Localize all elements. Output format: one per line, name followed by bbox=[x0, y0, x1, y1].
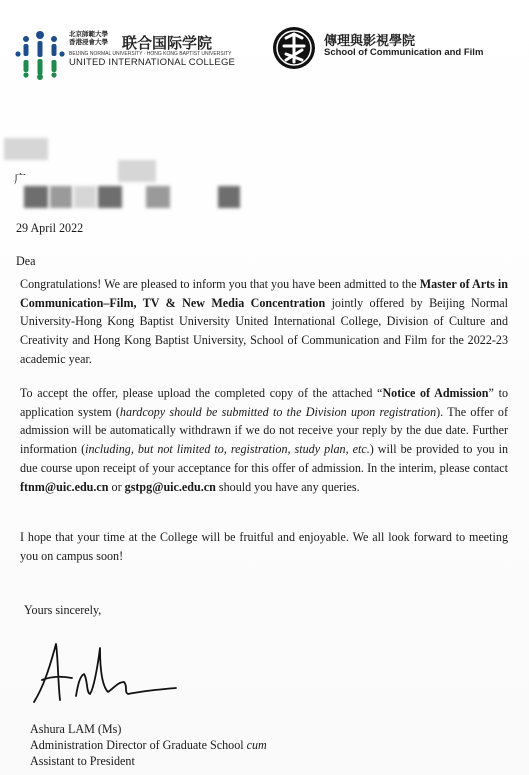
scf-cn-name: 傳理與影視學院 bbox=[324, 34, 416, 49]
signer-name: Ashura LAM (Ms) bbox=[30, 722, 122, 736]
signer-title: Administration Director of Graduate School cum bbox=[30, 738, 267, 752]
program-name: Master of Arts in Communication–Film, TV & New Media Concentration bbox=[20, 277, 508, 310]
redacted-block bbox=[98, 186, 122, 208]
redacted-block bbox=[118, 160, 156, 182]
letter-date: 29 April 2022 bbox=[16, 221, 84, 235]
uic-cn-small-1: 北京師範大學 bbox=[69, 30, 108, 38]
signer-title-2: Assistant to President bbox=[30, 754, 135, 768]
redacted-block bbox=[50, 186, 72, 208]
uic-cn-small-2: 香港浸會大學 bbox=[69, 38, 108, 46]
notice-of-admission: Notice of Admission bbox=[382, 386, 489, 400]
paragraph-admission: Congratulations! We are pleased to inform you that you have been admitted to the Master of Arts in Communication–Film, TV & New Media Concentration jointly offered by Beijing Normal University-Hong Kong Baptist University United International College, Division of Culture and Creativity and Hong Kong Baptist University, School of Communication and Film for the 2022-23 academic year. bbox=[20, 277, 508, 366]
recipient-partial: 广 bbox=[14, 172, 27, 186]
uic-en-universities: BEIJING NORMAL UNIVERSITY · HONG KONG BAPTIST UNIVERSITY bbox=[69, 51, 232, 57]
redacted-block bbox=[4, 138, 48, 160]
uic-logo-icon bbox=[12, 26, 68, 82]
uic-en-name: UNITED INTERNATIONAL COLLEGE bbox=[69, 57, 236, 68]
email-gstpg: gstpg@uic.edu.cn bbox=[124, 479, 216, 494]
closing: Yours sincerely, bbox=[24, 603, 102, 617]
redacted-block bbox=[74, 186, 96, 208]
scf-en-name: School of Communication and Film bbox=[324, 47, 484, 58]
uic-wordmark bbox=[69, 30, 239, 68]
redacted-block bbox=[24, 186, 48, 208]
redacted-block bbox=[146, 186, 170, 208]
salutation-partial: Dea bbox=[16, 254, 36, 268]
uic-cn-name: 联合国际学院 bbox=[122, 34, 213, 52]
paragraph-acceptance: To accept the offer, please upload the completed copy of the attached “Notice of Admission” to application system (hardcopy should be submitted to the Division upon registration). The offer of admission will be automatically withdrawn if we do not receive your reply by the due date. Further information (including, but not limited to, registration, study plan, etc.) will be provided to you in due course upon receipt of your acceptance for this offer of admission. In the interim, please contact ftnm@uic.edu.cn or gstpg@uic.edu.cn should you have any queries. bbox=[20, 386, 508, 494]
scf-logo-icon bbox=[272, 26, 316, 70]
email-ftnm: ftnm@uic.edu.cn bbox=[20, 479, 109, 494]
redacted-block bbox=[218, 186, 240, 208]
paragraph-closing-wish: I hope that your time at the College will be fruitful and enjoyable. We all look forward to meeting you on campus soon! bbox=[20, 530, 508, 563]
signature-image bbox=[28, 636, 178, 716]
